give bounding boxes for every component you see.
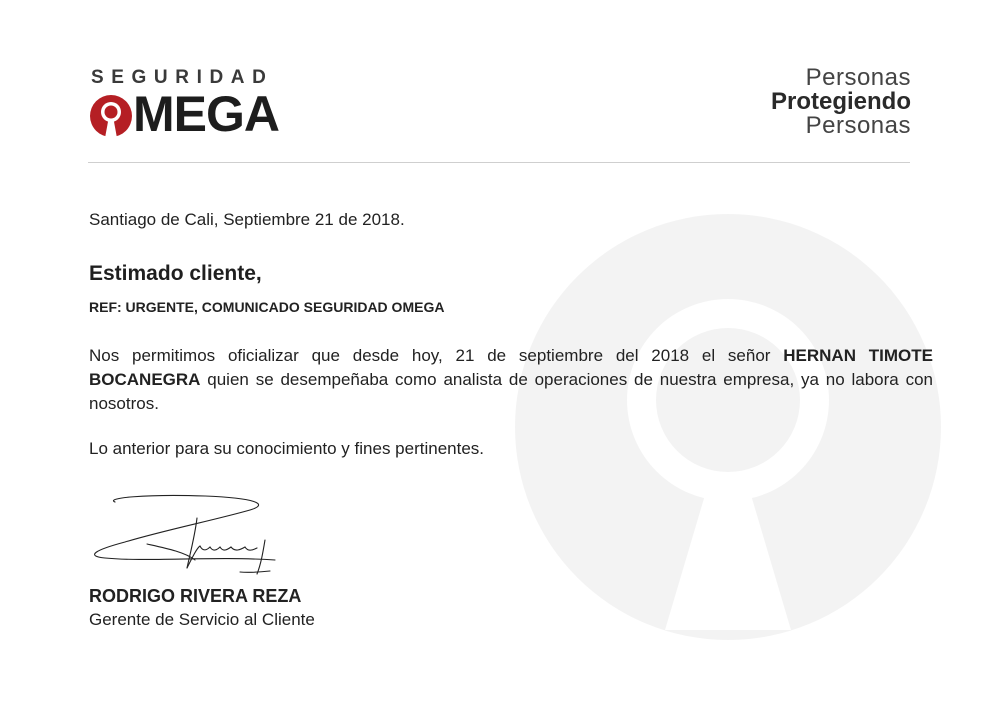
logo-top-text: SEGURIDAD	[91, 67, 274, 88]
signer-name: RODRIGO RIVERA REZA	[89, 586, 302, 606]
body-text-part-1: Nos permitimos oficializar que desde hoy, 21 de septiembre del 2018 el señor	[89, 346, 784, 365]
tagline-line-3: Personas	[805, 112, 911, 139]
seguridad-omega-logo	[89, 67, 299, 142]
letter-reference: REF: URGENTE, COMUNICADO SEGURIDAD OMEGA	[89, 299, 445, 315]
employee-name: HERNAN TIMOTE BOCANEGRA	[89, 346, 933, 389]
logo-word-text: MEGA	[133, 86, 279, 142]
letter-closing: Lo anterior para su conocimiento y fines pertinentes.	[89, 439, 485, 458]
header-divider	[88, 162, 910, 163]
tagline-line-2: Protegiendo	[770, 88, 911, 115]
letter-date: Santiago de Cali, Septiembre 21 de 2018.	[89, 210, 405, 229]
tagline-line-1: Personas	[805, 64, 911, 91]
letter-body	[89, 344, 933, 416]
tagline	[771, 66, 911, 138]
letter-greeting: Estimado cliente,	[89, 262, 262, 285]
keyhole-icon	[89, 94, 133, 138]
signer-title: Gerente de Servicio al Cliente	[89, 610, 315, 629]
signature-image	[85, 490, 285, 585]
body-text-part-2: quien se desempeñaba como analista de operaciones de nuestra empresa, ya no labora con nosotros.	[89, 370, 933, 413]
